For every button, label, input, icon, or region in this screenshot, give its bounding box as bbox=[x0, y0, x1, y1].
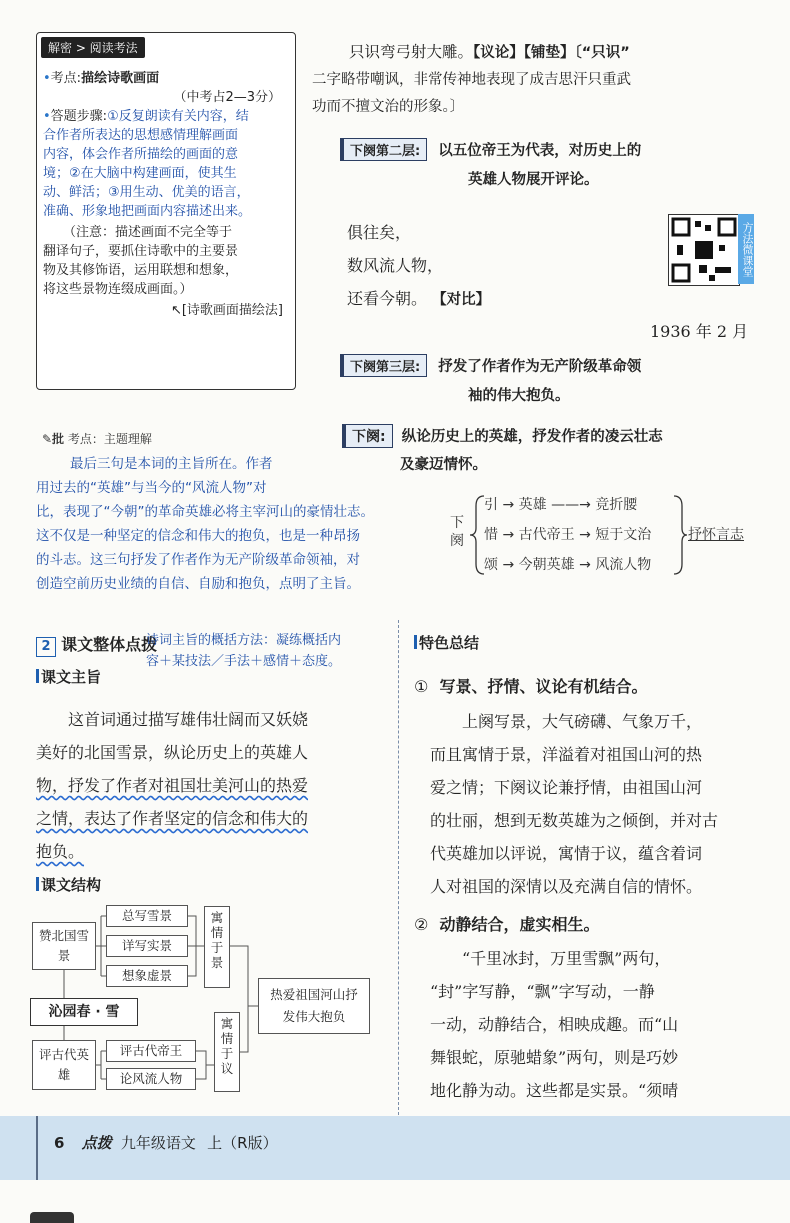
note-line: 物及其修饰语，运用联想和想象， bbox=[43, 263, 239, 278]
step-line: 境；②在大脑中构建画面，使其生 bbox=[43, 166, 237, 181]
pen-icon: ✎批 bbox=[42, 432, 65, 446]
layer3: 下阕第三层: 抒发了作者作为无产阶级革命领 bbox=[340, 354, 641, 377]
layer2: 下阕第二层: 以五位帝王为代表，对历史上的 bbox=[340, 138, 641, 161]
structure-label: 课文结构 bbox=[36, 874, 101, 895]
theme-comment: 最后三句是本词的主旨所在。作者 用过去的“英雄”与当今的“风流人物”对 比，表现了“今朝”的革命英雄必将主宰河山的豪情壮志。 这不仅是一种坚定的信念和伟大的抱负，也是一种昂扬 的斗志。这三句抒发了作者作为无产阶级革命领袖，对 创造空前历史业绩的自信、自励和抱负，点明了主旨。 bbox=[36, 456, 374, 592]
step-line: 合作者所表达的思想感情理解画面 bbox=[43, 128, 239, 143]
qr-code[interactable] bbox=[668, 214, 740, 286]
struct-right: 热爱祖国河山抒发伟大抱负 bbox=[258, 978, 370, 1034]
qr-label: 方法微课堂 bbox=[738, 214, 754, 284]
method-label: ↖[诗歌画面描绘法] bbox=[170, 303, 283, 318]
note-line: （注意：描述画面不完全等于 bbox=[63, 225, 233, 240]
steps: •答题步骤:①反复朗读有关内容，结 bbox=[43, 109, 249, 124]
struct-mid-item: 论风流人物 bbox=[106, 1068, 196, 1090]
struct-mid-item: 详写实景 bbox=[106, 935, 188, 957]
xia-diagram bbox=[450, 490, 770, 590]
features-label: 特色总结 bbox=[414, 632, 479, 653]
struct-v1: 寓情于景 bbox=[204, 906, 230, 988]
brace-right-icon bbox=[672, 490, 688, 580]
diagram-left: 下阕 bbox=[450, 515, 464, 549]
struct-mid-item: 想象虚景 bbox=[106, 965, 188, 987]
layer2-text: 英雄人物展开评论。 bbox=[468, 172, 599, 188]
diagram-row: 惜 → 古代帝王 → 短于文治 bbox=[484, 527, 652, 543]
main-idea-body: 这首词通过描写雄伟壮阔而又妖娆 美好的北国雪景，纵论历史上的英雄人 物，抒发了作者对祖国壮美河山的热爱 之情，表达了作者坚定的信念和伟大的 抱负。 bbox=[36, 710, 309, 861]
exam-method-box bbox=[36, 32, 296, 390]
main-idea-note: 诗词主旨的概括方法：凝练概括内 容＋某技法／手法＋感情＋态度。 bbox=[146, 633, 342, 669]
page-footer bbox=[0, 1116, 790, 1180]
diagram-right: 抒怀言志 bbox=[688, 527, 744, 543]
layer3-text: 袖的伟大抱负。 bbox=[468, 388, 570, 404]
diagram-row: 引 → 英雄 ——→ 竞折腰 bbox=[484, 497, 638, 513]
box-header: 解密 > 阅读考法 bbox=[41, 37, 145, 58]
date: 1936 年 2 月 bbox=[650, 322, 749, 341]
struct-left-top: 赞北国雪景 bbox=[32, 922, 96, 970]
poem-line-1: 只识弯弓射大雕。【议论】【铺垫】〔“只识” bbox=[349, 43, 630, 61]
qr-code-icon bbox=[669, 215, 739, 285]
feature-2: ② 动静结合，虚实相生。 bbox=[414, 915, 600, 934]
struct-mid-item: 总写雪景 bbox=[106, 905, 188, 927]
step-line: 准确、形象地把画面内容描述出来。 bbox=[43, 204, 252, 219]
note-line: 将这些景物连缀成画面。） bbox=[43, 282, 193, 297]
step-line: 内容，体会作者所描绘的画面的意 bbox=[43, 147, 239, 162]
struct-v2: 寓情于议 bbox=[214, 1012, 240, 1092]
feature-2-body: “千里冰封，万里雪飘”两句， “封”字写静，“飘”字写动，一静 一动，动静结合，相映成趣。而“山 舞银蛇，原驰蜡象”两句，则是巧妙 地化静为动。这些都是实景。“须晴 bbox=[430, 949, 679, 1100]
brand: 点拨 bbox=[81, 1134, 112, 1152]
xia-text: 及豪迈情怀。 bbox=[400, 457, 487, 473]
main-idea-label: 课文主旨 bbox=[36, 666, 101, 687]
poem-block: 俱往矣， 数风流人物， 还看今朝。 【对比】 bbox=[347, 223, 491, 308]
page-number: 6 bbox=[54, 1134, 65, 1152]
page-tab bbox=[30, 1212, 74, 1223]
comment-line: 功而不擅文治的形象。〕 bbox=[312, 99, 465, 115]
struct-mid-item: 评古代帝王 bbox=[106, 1040, 196, 1062]
feature-1: ① 写景、抒情、议论有机结合。 bbox=[414, 677, 648, 696]
theme-label: ✎批 考点：主题理解 bbox=[42, 432, 152, 446]
comment-line: 二字略带嘲讽，非常传神地表现了成吉思汗只重武 bbox=[312, 72, 631, 88]
step-line: 动、鲜活；③用生动、优美的语言， bbox=[43, 185, 250, 200]
column-divider bbox=[398, 620, 399, 1115]
diagram-row: 颂 → 今朝英雄 → 风流人物 bbox=[484, 557, 652, 573]
layer2-tag: 下阕第二层: bbox=[340, 138, 427, 161]
footer-text: 6 点拨 九年级语文 上（R版） bbox=[54, 1134, 278, 1152]
struct-title: 沁园春 · 雪 bbox=[30, 998, 138, 1026]
xia-summary: 下阕: 纵论历史上的英雄，抒发作者的凌云壮志 bbox=[342, 424, 663, 448]
kaodian-line: •考点:描绘诗歌画面 bbox=[43, 71, 160, 86]
struct-left-bottom: 评古代英雄 bbox=[32, 1040, 96, 1090]
kaodian-freq: （中考占2—3分） bbox=[173, 90, 281, 105]
section-heading: 2 课文整体点拨 bbox=[36, 632, 157, 657]
feature-1-body: 上阕写景，大气磅礴、气象万千， 而且寓情于景，洋溢着对祖国山河的热 爱之情；下阕议论兼抒情，由祖国山河 的壮丽，想到无数英雄为之倾倒，并对古 代英雄加以评说，寓情于议，蕴含着词 人对祖国的深情以及充满自信的情怀。 bbox=[430, 712, 719, 896]
note-line: 翻译句子，要抓住诗歌中的主要景 bbox=[43, 244, 239, 259]
